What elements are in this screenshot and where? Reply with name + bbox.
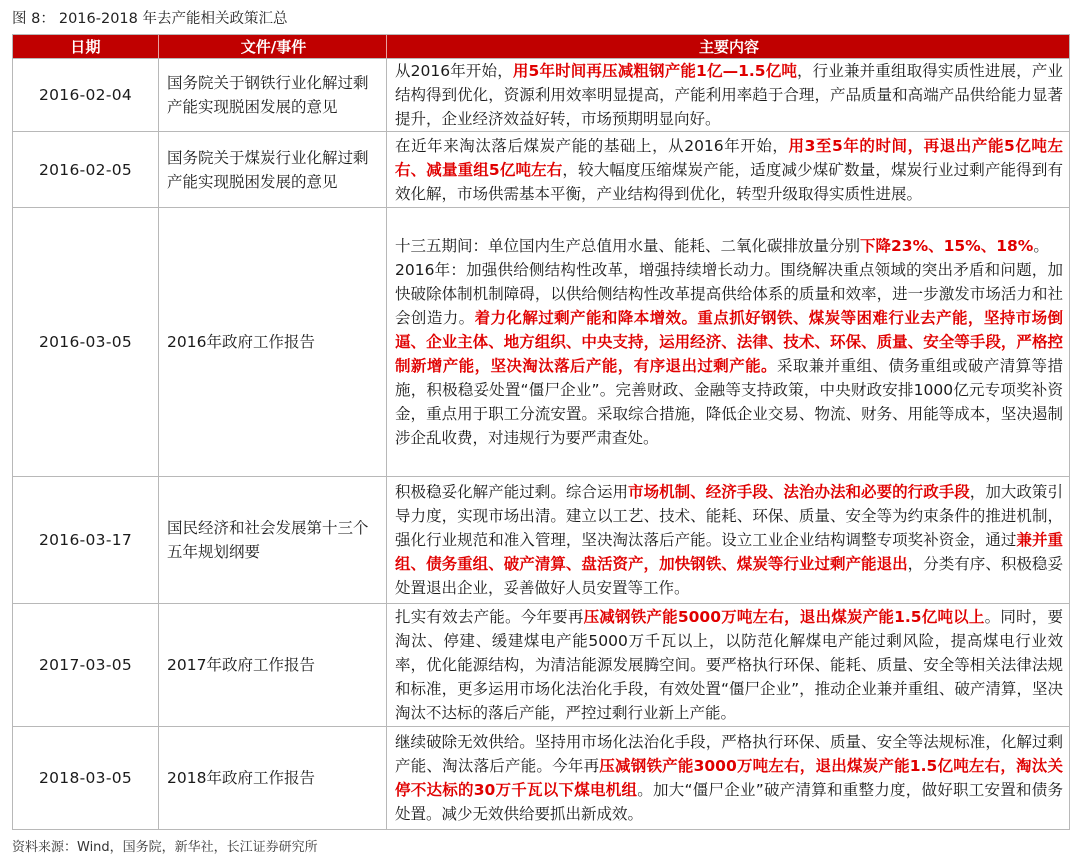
- highlighted-text: 用5年时间再压减粗钢产能1亿—1.5亿吨: [512, 62, 798, 80]
- content-text: 从2016年开始，: [395, 62, 513, 80]
- row-content: [386, 604, 1070, 726]
- highlighted-text: 压减钢铁产能3000万吨左右，退出煤炭产能1.5亿吨左右，淘汰关停不达标的30万千瓦以下煤电机组: [395, 757, 1063, 799]
- highlighted-text: 着力化解过剩产能和降本增效。重点抓好钢铁、煤炭等困难行业去产能，坚持市场倒逼、企业主体、地方组织、中央支持，运用经济、法律、技术、环保、质量、安全等手段，严格控制新增产能，坚决淘汰落后产能，有序退出过剩产能。: [395, 309, 1063, 375]
- highlighted-text: 市场机制、经济手段、法治办法和必要的行政手段: [628, 483, 970, 501]
- content-text: ，较大幅度压缩煤炭产能，适度减少煤矿数量，煤炭行业过剩产能得到有效化解，市场供需基本平衡，产业结构得到优化，转型升级取得实质性进展。: [395, 160, 1063, 203]
- content-text: ，行业兼并重组取得实质性进展，产业结构得到优化，资源利用效率明显提高，产能利用率趋于合理，产品质量和高端产品供给能力显著提升，企业经济效益好转，市场预期明显向好。: [395, 62, 1063, 128]
- content-paragraph: [395, 730, 1063, 826]
- content-paragraph: [395, 605, 1063, 725]
- row-content-text: [395, 234, 1063, 450]
- content-text: 。加大“僵尸企业”破产清算和重整力度，做好职工安置和债务处置。减少无效供给要抓出新成效。: [395, 781, 1064, 823]
- row-content-text: [395, 480, 1063, 600]
- table-row: [12, 59, 1070, 132]
- table-row: [12, 132, 1070, 208]
- highlighted-text: 兼并重组、债务重组、破产清算、盘活资产，加快钢铁、煤炭等行业过剩产能退出: [395, 531, 1063, 573]
- row-content: [386, 208, 1070, 476]
- figure-title: [12, 8, 1072, 30]
- row-content-text: [395, 605, 1063, 725]
- row-content-text: [395, 134, 1063, 206]
- highlighted-text: 下降23%、15%、18%: [860, 237, 1034, 255]
- row-document: 2017年政府工作报告: [158, 604, 386, 726]
- row-date: 2017-03-05: [12, 604, 158, 726]
- table-header-row: [12, 35, 1070, 59]
- row-content-text: [395, 59, 1063, 131]
- row-date: 2018-03-05: [12, 727, 158, 829]
- row-content: [386, 132, 1070, 207]
- figure-label: 图 8：: [12, 11, 55, 27]
- content-text: 十三五期间：单位国内生产总值用水量、能耗、二氧化碳排放量分别: [395, 237, 861, 255]
- table-row: [12, 727, 1070, 830]
- content-text: 扎实有效去产能。今年要再: [395, 608, 584, 626]
- row-document: 国民经济和社会发展第十三个五年规划纲要: [158, 477, 386, 603]
- row-content: [386, 59, 1070, 131]
- row-document: 2018年政府工作报告: [158, 727, 386, 829]
- table-row: [12, 604, 1070, 727]
- content-paragraph: [395, 258, 1063, 450]
- source-note: 资料来源：Wind，国务院，新华社，长江证券研究所: [12, 840, 318, 855]
- content-paragraph: [395, 234, 1063, 258]
- content-text: 继续破除无效供给。坚持用市场化法治化手段，严格执行环保、质量、安全等法规标准，化解过剩产能、淘汰落后产能。今年再: [395, 733, 1063, 775]
- content-text: 采取兼并重组、债务重组或破产清算等措施，积极稳妥处置“僵尸企业”。完善财政、金融等支持政策，中央财政安排1000亿元专项奖补资金，重点用于职工分流安置。采取综合措施，降低企业交易、物流、财务、用能等成本，坚决遏制涉企乱收费，对违规行为要严肃查处。: [395, 357, 1063, 447]
- content-text: 在近年来淘汰落后煤炭产能的基础上，从2016年开始，: [395, 136, 789, 155]
- row-document: 国务院关于煤炭行业化解过剩产能实现脱困发展的意见: [158, 132, 386, 207]
- content-text: ，分类有序、积极稳妥处置退出企业，妥善做好人员安置等工作。: [395, 555, 1063, 597]
- header-date: 日期: [12, 35, 158, 58]
- content-paragraph: [395, 134, 1063, 206]
- row-date: 2016-03-05: [12, 208, 158, 476]
- content-text: 积极稳妥化解产能过剩。综合运用: [395, 483, 629, 501]
- content-text: ，加大政策引导力度，实现市场出清。建立以工艺、技术、能耗、环保、质量、安全等为约束条件的推进机制，强化行业规范和准入管理，坚决淘汰落后产能。设立工业企业结构调整专项奖补资金，通过: [395, 483, 1063, 549]
- header-document: 文件/事件: [158, 35, 386, 58]
- content-text: 。: [1033, 237, 1049, 255]
- content-paragraph: [395, 480, 1063, 600]
- policy-table: [12, 34, 1070, 830]
- content-paragraph: [395, 59, 1063, 131]
- row-content: [386, 477, 1070, 603]
- row-content: [386, 727, 1070, 829]
- figure-title-text: 2016-2018 年去产能相关政策汇总: [58, 11, 288, 27]
- content-text: 。同时，要淘汰、停建、缓建煤电产能5000万千瓦以上，以防范化解煤电产能过剩风险，提高煤电行业效率，优化能源结构，为清洁能源发展腾空间。要严格执行环保、能耗、质量、安全等相关法律法规和标准，更多运用市场化法治化手段，有效处置“僵尸企业”，推动企业兼并重组、破产清算，坚决淘汰不达标的落后产能，严控过剩行业新上产能。: [395, 608, 1063, 722]
- table-row: [12, 477, 1070, 604]
- row-content-text: [395, 730, 1063, 826]
- highlighted-text: 用3至5年的时间，再退出产能5亿吨左右、减量重组5亿吨左右: [395, 136, 1063, 179]
- highlighted-text: 压减钢铁产能5000万吨左右，退出煤炭产能1.5亿吨以上: [583, 608, 985, 626]
- table-row: [12, 208, 1070, 477]
- row-document: 国务院关于钢铁行业化解过剩产能实现脱困发展的意见: [158, 59, 386, 131]
- row-date: 2016-02-05: [12, 132, 158, 207]
- row-document: 2016年政府工作报告: [158, 208, 386, 476]
- row-date: 2016-02-04: [12, 59, 158, 131]
- header-content: 主要内容: [386, 35, 1070, 58]
- content-text: 2016年：加强供给侧结构性改革，增强持续增长动力。围绕解决重点领域的突出矛盾和问题，加快破除体制机制障碍，以供给侧结构性改革提高供给体系的质量和效率，进一步激发市场活力和社会创造力。: [395, 261, 1063, 327]
- row-date: 2016-03-17: [12, 477, 158, 603]
